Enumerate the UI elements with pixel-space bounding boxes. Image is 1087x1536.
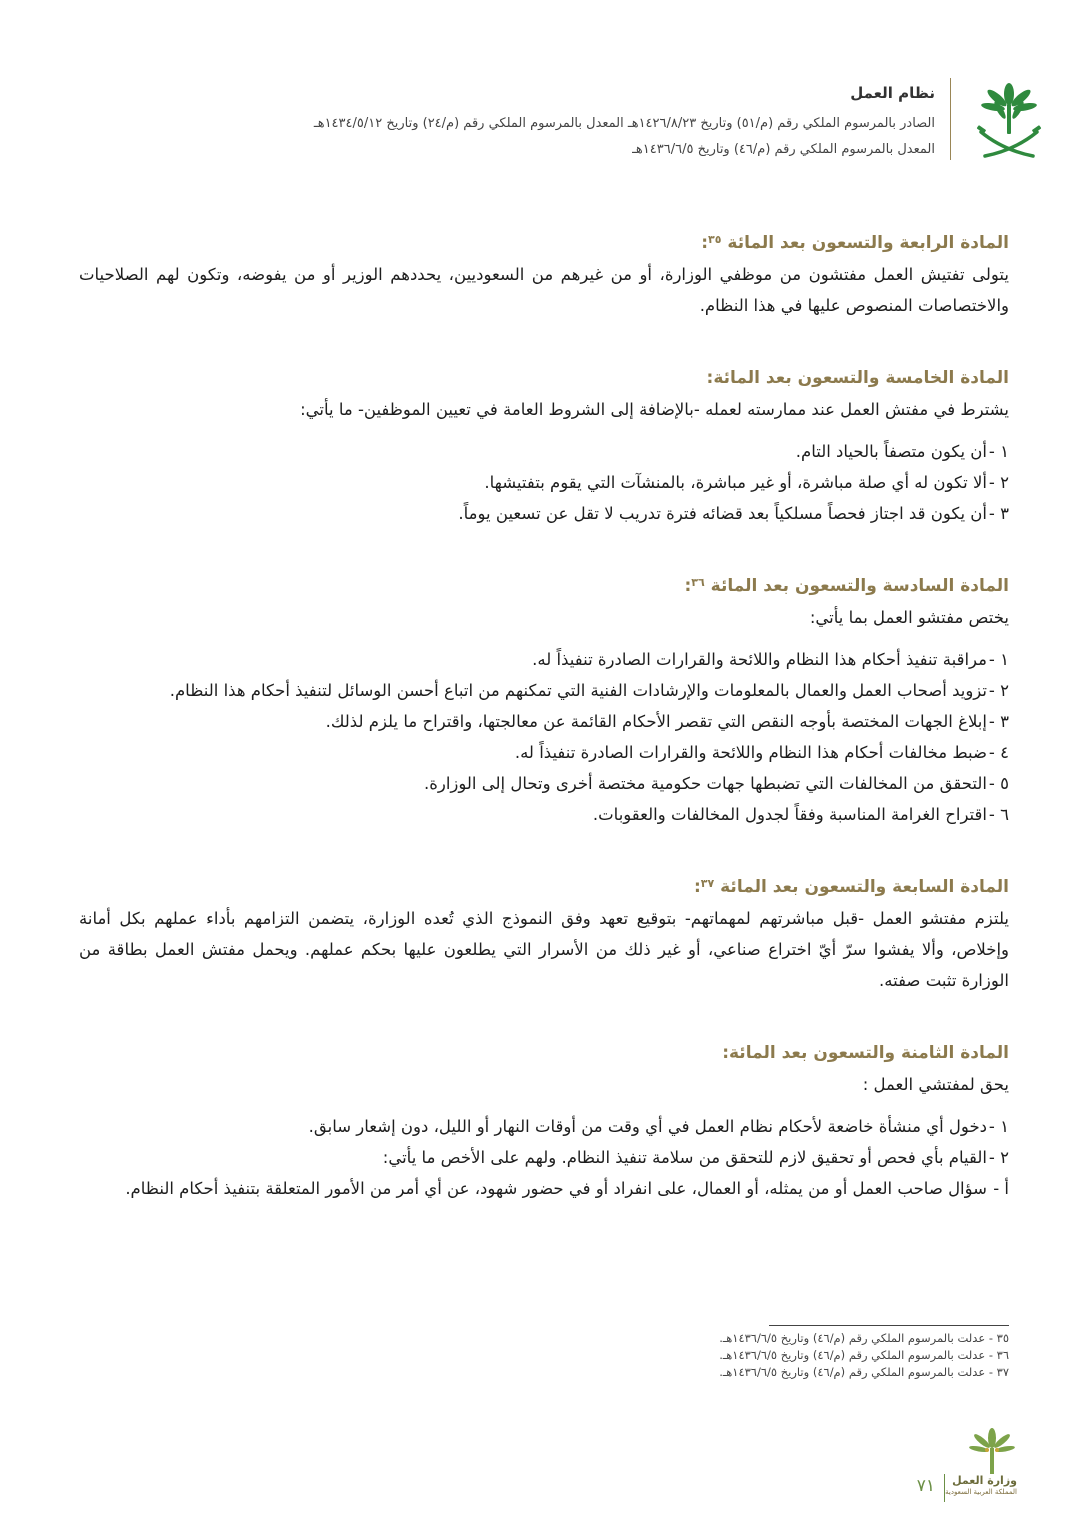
ministry-subtitle: المملكة العربية السعودية [945,1488,1017,1496]
list-item [79,498,1009,529]
article-intro: يشترط في مفتش العمل عند ممارسته لعمله -بالإضافة إلى الشروط العامة في تعيين الموظفين- ما يأتي: [300,400,1009,419]
footnote-ref: ٣٧ [700,877,715,890]
article-194 [79,228,1009,321]
list-item [79,467,1009,498]
document-subtitle-line-1: الصادر بالمرسوم الملكي رقم (م/٥١) وتاريخ ١٤٢٦/٨/٢٣هـ المعدل بالمرسوم الملكي رقم (م/٢٤) وتاريخ ١٤٣٤/٥/١٢هـ [313,116,935,131]
footnote-item: ٣٦ - عدلت بالمرسوم الملكي رقم (م/٤٦) وتاريخ ١٤٣٦/٦/٥هـ. [719,1348,1009,1362]
footnote-item: ٣٧ - عدلت بالمرسوم الملكي رقم (م/٤٦) وتاريخ ١٤٣٦/٦/٥هـ. [719,1365,1009,1379]
document-header [45,78,1045,168]
list-item-text: ضبط مخالفات أحكام هذا النظام واللائحة والقرارات الصادرة تنفيذاً له. [514,743,987,762]
article-197 [79,872,1009,996]
list-item-number: ٦ - [988,805,1009,824]
document-body [79,228,1009,1246]
article-paragraph: يلتزم مفتشو العمل -قبل مباشرتهم لمهماتهم- بتوقيع تعهد وفق النموذج الذي تُعده الوزارة، يتضمن التزامهم بأداء عملهم بكل أمانة وإخلاص، وألا يفشوا سرّ أيّ اختراع صناعي، أو غير ذلك من الأسرار التي يطلعون عليها بحكم عملهم. ويحمل مفتش العمل بطاقة من الوزارة تثبت صفته. [79,909,1009,990]
list-item-text: تزويد أصحاب العمل والعمال بالمعلومات والإرشادات الفنية التي تمكنهم من اتباع أحسن الوسائل لتنفيذ أحكام هذا النظام. [169,681,987,700]
article-intro: يختص مفتشو العمل بما يأتي: [809,608,1009,627]
list-item-text: إبلاغ الجهات المختصة بأوجه النقص التي تقصر الأحكام القائمة عن معالجتها، واقتراح ما يلزم لذلك. [325,712,987,731]
article-title-text: المادة الثامنة والتسعون بعد المائة [729,1043,1009,1063]
article-paragraph: يتولى تفتيش العمل مفتشون من موظفي الوزارة، أو من غيرهم من السعوديين، يحددهم الوزير أو من يفوضه، وتكون لهم الصلاحيات والاختصاصات المنصوص عليها في هذا النظام. [79,265,1009,315]
list-item [79,436,1009,467]
article-title-text: المادة الخامسة والتسعون بعد المائة [713,368,1009,388]
list-item [79,1142,1009,1173]
article-list [79,436,1009,529]
article-title: المادة السادسة والتسعون بعد المائة $^{٣٦}$: [684,576,1009,596]
header-text [35,84,935,163]
palm-tree-logo-icon [967,1426,1017,1478]
saudi-emblem-icon [973,80,1045,162]
article-intro: يحق لمفتشي العمل : [862,1075,1009,1094]
footnotes [509,1330,1009,1381]
footnote-item: ٣٥ - عدلت بالمرسوم الملكي رقم (م/٤٦) وتاريخ ١٤٣٦/٦/٥هـ. [719,1331,1009,1345]
article-title-text: المادة السابعة والتسعون بعد المائة [720,877,1009,897]
list-item-number: ٢ - [988,1148,1009,1167]
article-title-text: المادة السادسة والتسعون بعد المائة [710,576,1009,596]
list-item-text: القيام بأي فحص أو تحقيق لازم للتحقق من سلامة تنفيذ النظام. ولهم على الأخص ما يأتي: [382,1148,987,1167]
page-number: ٧١ [916,1476,935,1496]
list-item [79,644,1009,675]
list-item-text: اقتراح الغرامة المناسبة وفقاً لجدول المخالفات والعقوبات. [592,805,987,824]
article-title-text: المادة الرابعة والتسعون بعد المائة [727,233,1009,253]
page-footer [817,1426,1017,1506]
list-item-number: ٣ - [988,504,1009,523]
footer-divider [944,1474,945,1502]
list-item-text: دخول أي منشأة خاضعة لأحكام نظام العمل في أي وقت من أوقات النهار أو الليل، دون إشعار سابق. [308,1117,987,1136]
footnote-rule [769,1325,1009,1326]
list-item-number: ١ - [988,442,1009,461]
document-title: نظام العمل [850,84,935,102]
list-item-text: مراقبة تنفيذ أحكام هذا النظام واللائحة والقرارات الصادرة تنفيذاً له. [532,650,987,669]
list-item-number: ٢ - [988,473,1009,492]
list-item-text: أن يكون قد اجتاز فحصاً مسلكياً بعد قضائه فترة تدريب لا تقل عن تسعين يوماً. [458,504,987,523]
list-item-number: أ - [993,1179,1009,1198]
article-list [79,644,1009,830]
article-title: المادة الرابعة والتسعون بعد المائة $^{٣٥}$: [701,233,1009,253]
article-title: المادة الخامسة والتسعون بعد المائة: [706,368,1009,388]
list-item-text: أن يكون متصفاً بالحياد التام. [795,442,987,461]
article-198 [79,1038,1009,1204]
list-item-text: سؤال صاحب العمل أو من يمثله، أو العمال، على انفراد أو في حضور شهود، عن أي أمر من الأمور المتعلقة بتنفيذ أحكام النظام. [125,1179,987,1198]
list-item-number: ٣ - [988,712,1009,731]
article-196 [79,571,1009,830]
list-item [79,706,1009,737]
article-195 [79,363,1009,529]
list-item-number: ١ - [988,1117,1009,1136]
article-list [79,1111,1009,1204]
header-divider [950,78,951,160]
list-item-number: ١ - [988,650,1009,669]
footnote-ref: ٣٦ [691,576,705,589]
article-title: المادة السابعة والتسعون بعد المائة $^{٣٧}$: [693,877,1009,897]
list-item-number: ٢ - [988,681,1009,700]
footnote-ref: ٣٥ [708,233,722,246]
list-item [79,675,1009,706]
list-item-text: التحقق من المخالفات التي تضبطها جهات حكومية مختصة أخرى وتحال إلى الوزارة. [423,774,987,793]
list-item-number: ٥ - [988,774,1009,793]
article-title: المادة الثامنة والتسعون بعد المائة: [722,1043,1009,1063]
list-item-number: ٤ - [988,743,1009,762]
list-item [79,737,1009,768]
ministry-name: وزارة العمل [952,1474,1017,1487]
list-item [79,1173,1009,1204]
document-subtitle-line-2: المعدل بالمرسوم الملكي رقم (م/٤٦) وتاريخ ١٤٣٦/٦/٥هـ [632,142,935,157]
list-item-text: ألا تكون له أي صلة مباشرة، أو غير مباشرة، بالمنشآت التي يقوم بتفتيشها. [484,473,987,492]
list-item [79,1111,1009,1142]
list-item [79,799,1009,830]
list-item [79,768,1009,799]
